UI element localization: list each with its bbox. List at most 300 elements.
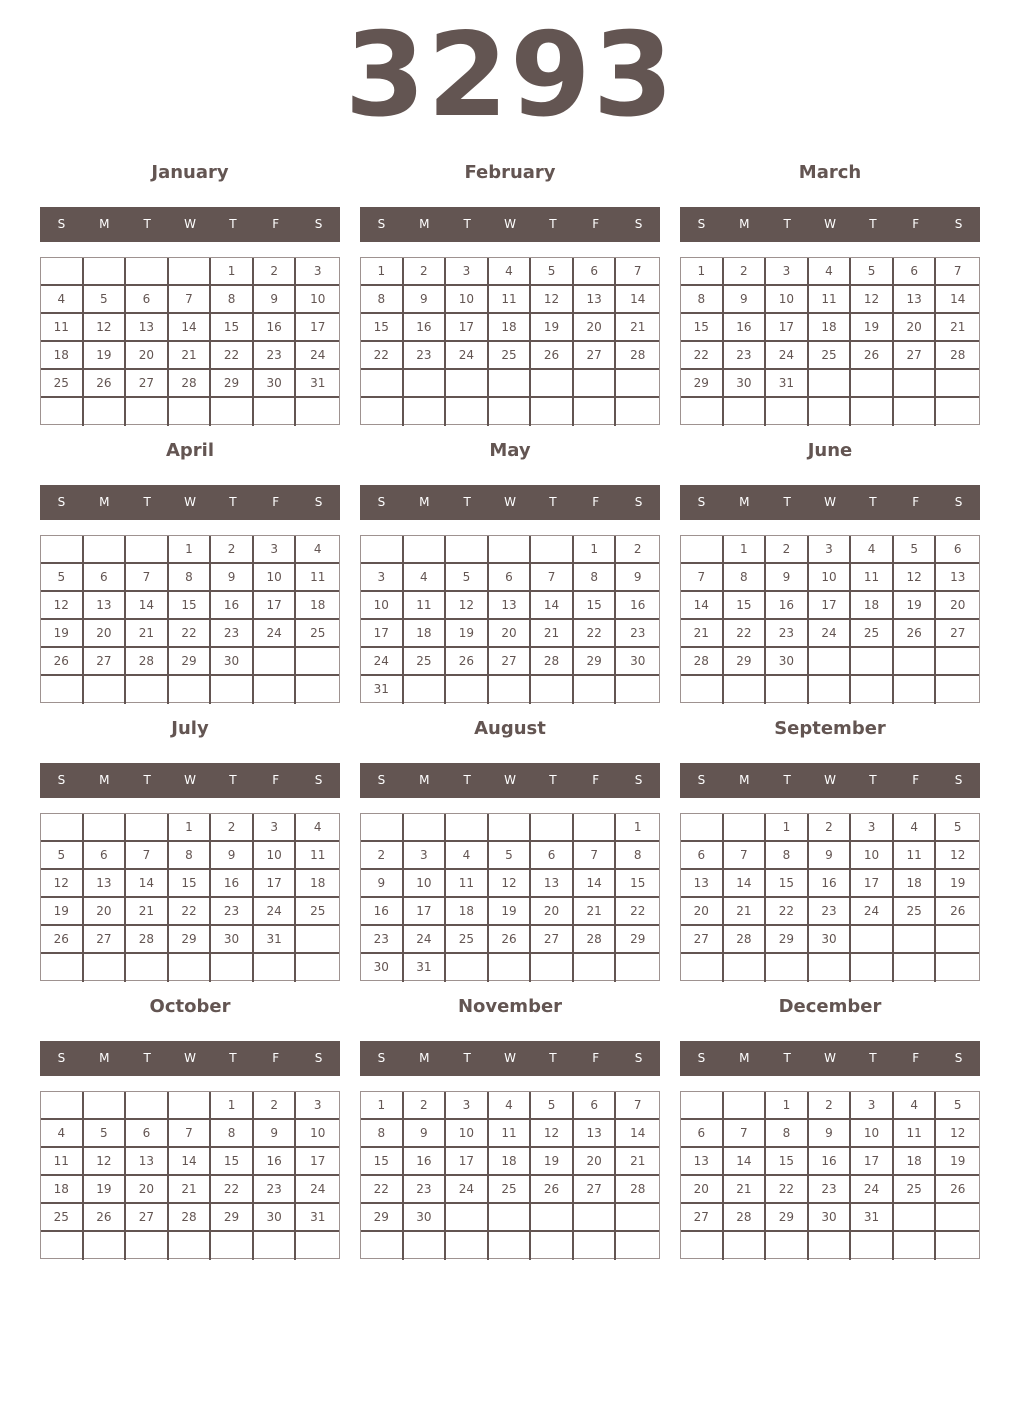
day-cell: 13 [574,286,617,314]
day-cell: 29 [766,926,809,954]
empty-cell [489,398,532,426]
day-cell: 3 [254,536,297,564]
day-cell: 22 [766,1176,809,1204]
day-cell: 1 [211,258,254,286]
weekday-label: S [57,773,66,787]
day-cell: 27 [574,342,617,370]
day-cell: 26 [894,620,937,648]
day-cell: 4 [894,1092,937,1120]
day-cell: 25 [894,898,937,926]
day-cell: 15 [361,314,404,342]
day-cell: 12 [489,870,532,898]
weekday-label: S [377,217,386,231]
empty-cell [446,1204,489,1232]
weekday-label: S [314,495,323,509]
day-cell: 2 [404,258,447,286]
day-cell: 25 [41,370,84,398]
weekday-label: T [549,495,557,509]
day-cell: 2 [254,258,297,286]
weekday-label: W [824,1051,836,1065]
empty-cell [41,1232,84,1260]
day-cell: 11 [489,1120,532,1148]
empty-cell [361,814,404,842]
weekday-header [360,485,660,520]
day-cell: 6 [681,842,724,870]
empty-cell [41,398,84,426]
weekday-label: T [869,217,877,231]
weekday-header [360,207,660,242]
day-cell: 15 [681,314,724,342]
day-cell: 20 [894,314,937,342]
empty-cell [126,954,169,982]
empty-cell [936,398,979,426]
day-cell: 3 [361,564,404,592]
day-cell: 7 [616,258,659,286]
day-cell: 21 [681,620,724,648]
day-cell: 16 [211,592,254,620]
day-cell: 8 [616,842,659,870]
day-cell: 6 [489,564,532,592]
day-cell: 29 [724,648,767,676]
empty-cell [489,370,532,398]
day-cell: 8 [361,286,404,314]
weekday-label: M [99,1051,110,1065]
empty-cell [41,258,84,286]
weekday-label: T [229,773,237,787]
day-cell: 9 [809,842,852,870]
day-cell: 20 [489,620,532,648]
empty-cell [574,954,617,982]
empty-cell [126,536,169,564]
day-cell: 6 [84,842,127,870]
empty-cell [809,676,852,704]
day-cell: 27 [489,648,532,676]
day-cell: 4 [404,564,447,592]
day-cell: 8 [766,842,809,870]
day-cell: 13 [894,286,937,314]
weekday-label: T [229,1051,237,1065]
weekday-label: M [739,1051,750,1065]
day-cell: 28 [574,926,617,954]
day-cell: 15 [169,870,212,898]
day-cell: 30 [616,648,659,676]
empty-cell [169,1092,212,1120]
day-cell: 25 [404,648,447,676]
day-cell: 22 [169,620,212,648]
weekday-label: W [504,217,516,231]
month-title: March [798,162,862,183]
day-grid [360,535,660,703]
day-cell: 3 [254,814,297,842]
day-cell: 21 [531,620,574,648]
day-cell: 7 [936,258,979,286]
weekday-label: W [504,773,516,787]
day-grid [680,813,980,981]
day-cell: 14 [126,870,169,898]
day-cell: 17 [254,592,297,620]
day-cell: 14 [169,314,212,342]
day-cell: 26 [84,1204,127,1232]
day-cell: 26 [936,898,979,926]
day-cell: 29 [766,1204,809,1232]
day-cell: 20 [574,314,617,342]
weekday-label: S [634,495,643,509]
empty-cell [681,1092,724,1120]
weekday-label: F [912,495,920,509]
empty-cell [446,370,489,398]
day-cell: 18 [41,1176,84,1204]
empty-cell [724,954,767,982]
day-cell: 4 [489,258,532,286]
year-title: 3293 [344,8,676,143]
empty-cell [41,536,84,564]
month-august [360,717,660,987]
day-cell: 8 [169,842,212,870]
weekday-label: W [504,1051,516,1065]
weekday-label: S [314,217,323,231]
day-cell: 17 [254,870,297,898]
day-cell: 23 [404,342,447,370]
month-title: November [457,996,563,1017]
empty-cell [254,648,297,676]
month-title: June [807,440,853,461]
day-cell: 30 [809,926,852,954]
empty-cell [766,954,809,982]
empty-cell [126,1092,169,1120]
day-cell: 1 [766,814,809,842]
month-january [40,161,340,431]
month-march [680,161,980,431]
month-november [360,995,660,1265]
day-cell: 17 [296,1148,339,1176]
day-cell: 7 [681,564,724,592]
day-cell: 25 [489,1176,532,1204]
day-cell: 25 [296,898,339,926]
weekday-label: S [634,773,643,787]
day-cell: 17 [851,1148,894,1176]
empty-cell [936,1204,979,1232]
day-cell: 9 [361,870,404,898]
day-cell: 20 [681,898,724,926]
day-cell: 29 [681,370,724,398]
empty-cell [574,398,617,426]
day-cell: 3 [296,258,339,286]
day-cell: 20 [126,1176,169,1204]
day-cell: 24 [851,898,894,926]
empty-cell [446,954,489,982]
day-cell: 18 [851,592,894,620]
weekday-label: F [592,1051,600,1065]
day-cell: 2 [616,536,659,564]
empty-cell [361,398,404,426]
day-cell: 16 [809,1148,852,1176]
empty-cell [531,676,574,704]
weekday-label: S [57,1051,66,1065]
day-cell: 2 [809,814,852,842]
day-cell: 23 [616,620,659,648]
day-cell: 18 [894,870,937,898]
day-cell: 21 [616,314,659,342]
day-grid [40,257,340,425]
day-cell: 10 [361,592,404,620]
day-cell: 18 [809,314,852,342]
day-cell: 30 [211,648,254,676]
day-cell: 25 [41,1204,84,1232]
day-cell: 3 [766,258,809,286]
day-cell: 19 [894,592,937,620]
weekday-label: S [314,773,323,787]
day-cell: 31 [254,926,297,954]
day-cell: 3 [851,1092,894,1120]
day-cell: 23 [724,342,767,370]
empty-cell [851,954,894,982]
empty-cell [681,536,724,564]
day-cell: 13 [489,592,532,620]
day-cell: 24 [766,342,809,370]
day-cell: 13 [84,592,127,620]
day-cell: 6 [126,1120,169,1148]
day-cell: 23 [211,620,254,648]
day-cell: 3 [404,842,447,870]
day-cell: 24 [809,620,852,648]
day-cell: 10 [446,286,489,314]
empty-cell [531,398,574,426]
empty-cell [894,676,937,704]
day-cell: 29 [169,648,212,676]
day-cell: 8 [211,1120,254,1148]
day-cell: 26 [489,926,532,954]
month-title: July [171,718,209,739]
empty-cell [361,1232,404,1260]
day-cell: 11 [894,842,937,870]
day-cell: 1 [211,1092,254,1120]
day-cell: 12 [84,314,127,342]
day-cell: 5 [936,814,979,842]
day-cell: 26 [84,370,127,398]
weekday-header [40,207,340,242]
empty-cell [809,648,852,676]
day-cell: 22 [574,620,617,648]
day-cell: 11 [41,1148,84,1176]
weekday-label: S [697,495,706,509]
day-cell: 10 [446,1120,489,1148]
empty-cell [296,1232,339,1260]
day-cell: 16 [616,592,659,620]
empty-cell [446,398,489,426]
weekday-label: T [463,1051,471,1065]
day-cell: 19 [489,898,532,926]
empty-cell [254,676,297,704]
day-cell: 21 [126,620,169,648]
day-cell: 23 [361,926,404,954]
weekday-label: S [634,217,643,231]
empty-cell [681,1232,724,1260]
empty-cell [404,814,447,842]
weekday-label: T [143,1051,151,1065]
empty-cell [361,536,404,564]
day-cell: 3 [446,258,489,286]
day-cell: 9 [404,286,447,314]
empty-cell [894,926,937,954]
month-title: January [151,162,229,183]
month-title: September [774,718,886,739]
day-cell: 25 [446,926,489,954]
empty-cell [851,648,894,676]
day-cell: 7 [724,1120,767,1148]
day-cell: 22 [211,342,254,370]
day-cell: 28 [724,1204,767,1232]
day-cell: 30 [254,1204,297,1232]
day-cell: 15 [574,592,617,620]
empty-cell [851,370,894,398]
day-grid [360,257,660,425]
day-cell: 4 [851,536,894,564]
weekday-label: W [824,773,836,787]
weekday-header [680,485,980,520]
weekday-label: W [184,217,196,231]
day-cell: 17 [446,314,489,342]
empty-cell [809,398,852,426]
empty-cell [851,676,894,704]
day-cell: 13 [681,870,724,898]
day-cell: 25 [894,1176,937,1204]
day-cell: 5 [851,258,894,286]
empty-cell [681,814,724,842]
day-cell: 11 [296,564,339,592]
day-cell: 28 [724,926,767,954]
empty-cell [296,926,339,954]
weekday-header [40,485,340,520]
day-cell: 27 [84,926,127,954]
day-cell: 17 [296,314,339,342]
day-cell: 8 [169,564,212,592]
empty-cell [531,1204,574,1232]
weekday-label: S [57,217,66,231]
empty-cell [574,1204,617,1232]
empty-cell [766,676,809,704]
day-cell: 7 [724,842,767,870]
weekday-header [40,763,340,798]
day-cell: 23 [809,898,852,926]
month-april [40,439,340,709]
day-cell: 7 [126,564,169,592]
day-cell: 17 [446,1148,489,1176]
weekday-label: S [954,495,963,509]
day-cell: 14 [574,870,617,898]
weekday-label: F [592,495,600,509]
weekday-label: T [463,495,471,509]
empty-cell [894,370,937,398]
empty-cell [296,648,339,676]
day-cell: 19 [531,314,574,342]
day-cell: 24 [851,1176,894,1204]
day-cell: 31 [361,676,404,704]
day-cell: 31 [404,954,447,982]
empty-cell [489,536,532,564]
day-cell: 30 [361,954,404,982]
day-cell: 10 [254,564,297,592]
weekday-label: S [634,1051,643,1065]
day-cell: 1 [169,814,212,842]
day-cell: 31 [296,1204,339,1232]
day-cell: 29 [211,370,254,398]
day-cell: 9 [616,564,659,592]
day-cell: 28 [936,342,979,370]
day-cell: 17 [361,620,404,648]
day-cell: 21 [724,1176,767,1204]
empty-cell [766,1232,809,1260]
empty-cell [724,1092,767,1120]
weekday-label: T [869,1051,877,1065]
month-february [360,161,660,431]
month-title: October [149,996,231,1017]
empty-cell [254,1232,297,1260]
day-cell: 12 [41,592,84,620]
day-cell: 6 [574,1092,617,1120]
day-cell: 19 [84,342,127,370]
empty-cell [84,954,127,982]
day-cell: 6 [681,1120,724,1148]
empty-cell [84,398,127,426]
day-cell: 24 [404,926,447,954]
day-cell: 29 [211,1204,254,1232]
day-cell: 20 [574,1148,617,1176]
day-cell: 7 [616,1092,659,1120]
weekday-label: F [272,773,280,787]
day-cell: 8 [681,286,724,314]
empty-cell [404,676,447,704]
empty-cell [809,954,852,982]
day-cell: 4 [296,814,339,842]
empty-cell [616,676,659,704]
empty-cell [296,954,339,982]
empty-cell [681,676,724,704]
empty-cell [169,676,212,704]
day-cell: 9 [404,1120,447,1148]
day-cell: 21 [169,342,212,370]
day-cell: 5 [936,1092,979,1120]
weekday-label: W [184,773,196,787]
weekday-label: W [824,217,836,231]
empty-cell [126,398,169,426]
day-cell: 20 [84,898,127,926]
day-cell: 19 [851,314,894,342]
day-cell: 30 [809,1204,852,1232]
weekday-header [680,207,980,242]
month-title: February [464,162,556,183]
day-cell: 25 [296,620,339,648]
weekday-label: T [783,1051,791,1065]
day-cell: 19 [936,1148,979,1176]
weekday-label: T [549,773,557,787]
day-cell: 25 [851,620,894,648]
weekday-header [360,1041,660,1076]
empty-cell [446,676,489,704]
day-cell: 22 [616,898,659,926]
day-cell: 5 [531,258,574,286]
day-cell: 28 [126,926,169,954]
day-cell: 24 [254,620,297,648]
day-cell: 12 [936,842,979,870]
day-cell: 30 [766,648,809,676]
empty-cell [41,954,84,982]
empty-cell [404,1232,447,1260]
day-cell: 10 [404,870,447,898]
day-cell: 15 [361,1148,404,1176]
weekday-header [680,763,980,798]
weekday-header [40,1041,340,1076]
day-cell: 23 [404,1176,447,1204]
